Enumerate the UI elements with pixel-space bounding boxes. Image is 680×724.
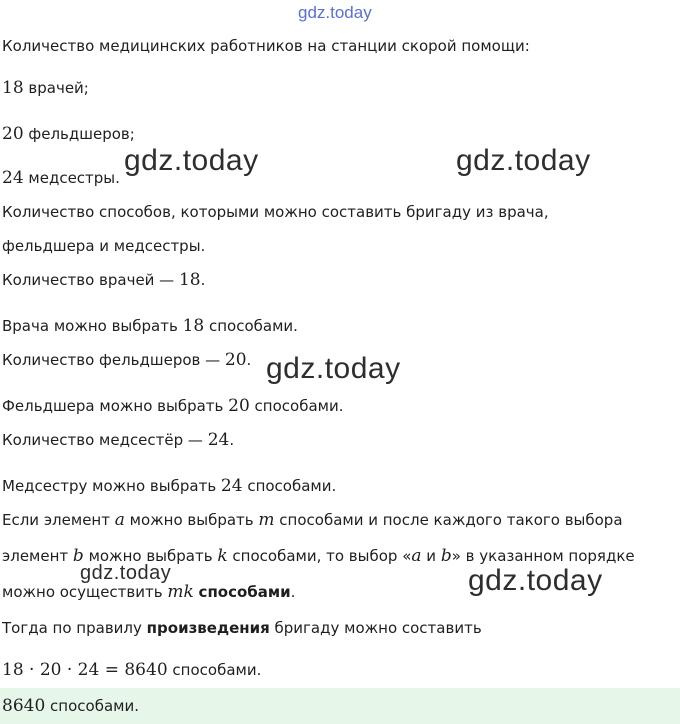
text: можно выбрать xyxy=(124,511,259,529)
rule-line-2 xyxy=(2,546,635,566)
variable: a xyxy=(114,510,125,530)
watermark: gdz.today xyxy=(124,144,259,177)
text: врачей; xyxy=(23,79,89,97)
formula: 18 · 20 · 24 = 8640 xyxy=(2,660,168,680)
problem-intro: Количество медицинских работников на станции скорой помощи: xyxy=(2,37,530,55)
answer-box xyxy=(0,688,680,724)
watermark: gdz.today xyxy=(266,352,401,385)
text: Количество фельдшеров — xyxy=(2,351,225,369)
solution-nurses-ways xyxy=(2,476,336,496)
variable: mk xyxy=(167,582,194,602)
text: способами, то выбор « xyxy=(227,547,412,565)
solution-paramedics-ways xyxy=(2,396,343,416)
text: медсестры. xyxy=(23,169,120,187)
conclusion-line xyxy=(2,618,482,638)
text: бригаду можно составить xyxy=(269,619,482,637)
solution-nurses xyxy=(2,430,234,450)
text: способами. xyxy=(242,477,337,495)
text: фельдшеров; xyxy=(23,125,135,143)
solution-paramedics xyxy=(2,350,251,370)
text: . xyxy=(229,431,235,449)
text: Количество врачей — xyxy=(2,271,179,289)
number: 20 xyxy=(224,350,247,370)
rule-line-3 xyxy=(2,582,295,602)
formula-line xyxy=(2,660,261,680)
number: 18 xyxy=(182,316,205,336)
text: Медсестру можно выбрать xyxy=(2,477,221,495)
rule-line-1 xyxy=(2,510,623,530)
nurses-count xyxy=(2,168,120,188)
solution-doctors-ways xyxy=(2,316,298,336)
variable: k xyxy=(217,546,228,566)
text: способами. xyxy=(167,661,262,679)
paramedics-count xyxy=(2,124,135,144)
variable: a xyxy=(411,546,422,566)
text: . xyxy=(246,351,252,369)
number: 8640 xyxy=(2,696,46,716)
variable: b xyxy=(440,546,452,566)
answer-text xyxy=(2,696,139,716)
text: способами. xyxy=(204,317,298,335)
number: 18 xyxy=(2,78,24,98)
variable: b xyxy=(72,546,84,566)
question-line-2: фельдшера и медсестры. xyxy=(2,237,206,255)
watermark: gdz.today xyxy=(468,564,603,597)
variable: m xyxy=(258,510,275,530)
watermark-top: gdz.today xyxy=(298,3,372,22)
text: » в указанном порядке xyxy=(451,547,635,565)
watermark: gdz.today xyxy=(456,144,591,177)
text: Фельдшера можно выбрать xyxy=(2,397,229,415)
text: Если элемент xyxy=(2,511,115,529)
text: способами. xyxy=(249,397,344,415)
bold-text: произведения xyxy=(146,619,270,637)
text: способами и после каждого такого выбора xyxy=(274,511,623,529)
text: . xyxy=(200,271,206,289)
watermark: gdz.today xyxy=(80,562,172,584)
number: 20 xyxy=(2,124,24,144)
number: 24 xyxy=(220,476,243,496)
text: можно осуществить xyxy=(2,583,168,601)
question-line-1: Количество способов, которыми можно составить бригаду из врача, xyxy=(2,203,549,221)
number: 20 xyxy=(228,396,250,416)
number: 24 xyxy=(207,430,230,450)
text: и xyxy=(421,547,441,565)
number: 18 xyxy=(178,270,201,290)
text: элемент xyxy=(2,547,73,565)
solution-doctors xyxy=(2,270,205,290)
number: 24 xyxy=(2,168,24,188)
text: Тогда по правилу xyxy=(2,619,147,637)
bold-text: способами xyxy=(198,583,291,601)
doctors-count xyxy=(2,78,89,98)
text: Количество медсестёр — xyxy=(2,431,208,449)
text: . xyxy=(290,583,296,601)
text: Врача можно выбрать xyxy=(2,317,183,335)
text: можно выбрать xyxy=(83,547,218,565)
text: способами. xyxy=(45,697,139,715)
